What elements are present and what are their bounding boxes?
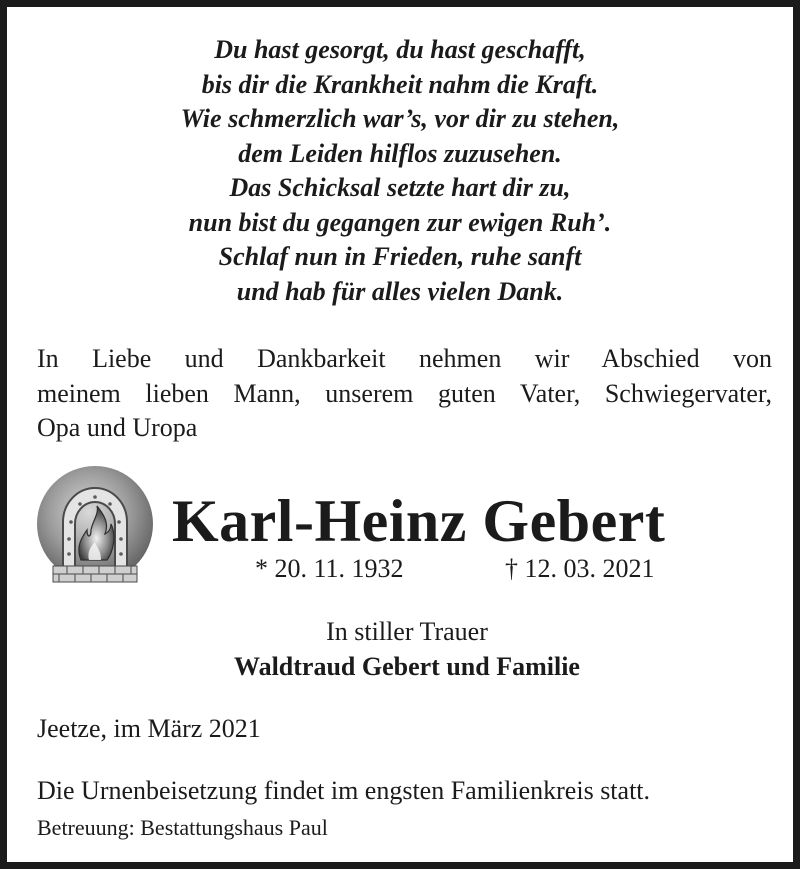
birth-date: * 20. 11. 1932 (255, 554, 404, 583)
poem-line: dem Leiden hilflos zuzusehen. (238, 138, 562, 168)
burial-note: Die Urnenbeisetzung findet im engsten Familienkreis statt. (37, 776, 651, 805)
undertaker-credit: Betreuung: Bestattungshaus Paul (37, 815, 328, 840)
poem (7, 33, 793, 309)
poem-line: nun bist du gegangen zur ewigen Ruh’. (188, 207, 612, 237)
poem-line: Du hast gesorgt, du hast geschafft, (214, 35, 586, 64)
farewell-line: Opa und Uropa (37, 413, 198, 442)
poem-line: und hab für alles vielen Dank. (236, 276, 564, 306)
poem-line: bis dir die Krankheit nahm die Kraft. (201, 69, 599, 99)
place-and-date: Jeetze, im März 2021 (37, 714, 261, 743)
poem-line: Wie schmerzlich war’s, vor dir zu stehen, (180, 104, 620, 133)
farewell-line: In Liebe und Dankbarkeit nehmen wir Abschied von (37, 344, 772, 373)
mourning-phrase: In stiller Trauer (326, 617, 488, 646)
death-date: † 12. 03. 2021 (505, 554, 655, 583)
farewell-line: meinem lieben Mann, unserem guten Vater, Schwiegervater, (37, 378, 772, 408)
deceased-name: Karl-Heinz Gebert (172, 488, 666, 554)
mourners-signature: Waldtraud Gebert und Familie (234, 652, 580, 681)
horseshoe-fire-emblem-icon (35, 464, 155, 586)
poem-line: Schlaf nun in Frieden, ruhe sanft (218, 242, 582, 271)
poem-line: Das Schicksal setzte hart dir zu, (229, 173, 571, 202)
farewell-text (37, 342, 772, 446)
